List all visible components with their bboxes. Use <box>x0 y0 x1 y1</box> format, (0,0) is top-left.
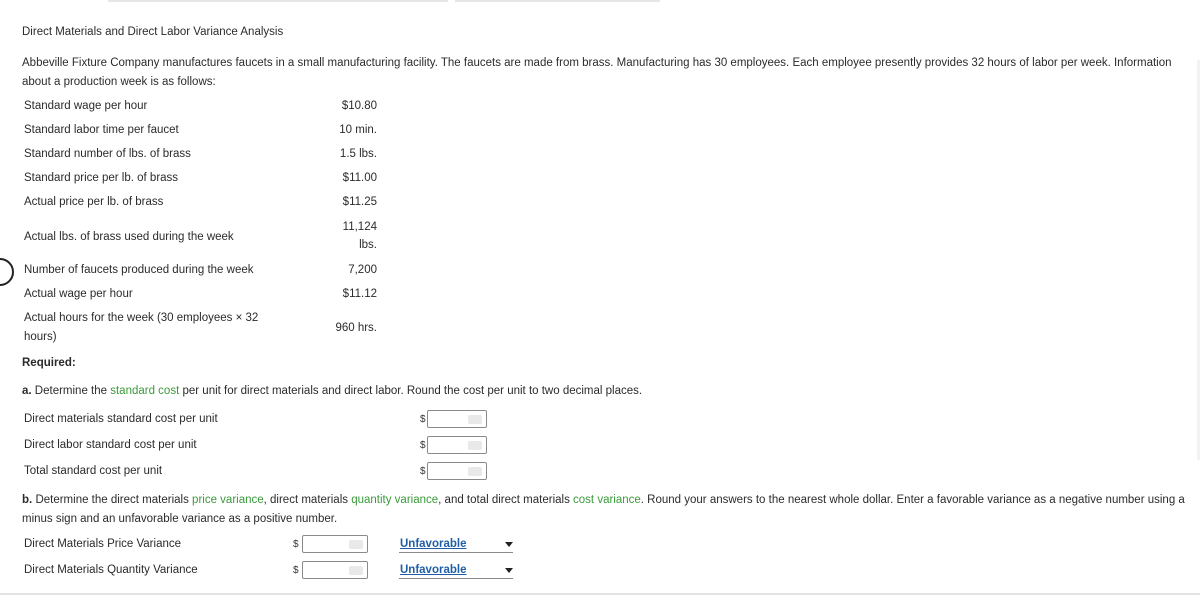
chevron-down-icon <box>505 568 513 573</box>
info-value: 11,124 <box>342 221 377 233</box>
answer-label: Direct Materials Quantity Variance <box>24 564 198 576</box>
currency-symbol: $ <box>420 440 426 451</box>
info-value: 960 hrs. <box>335 322 377 334</box>
answer-label: Total standard cost per unit <box>24 465 163 477</box>
question-a-text: per unit for direct materials and direct labor. Round the cost per unit to two decimal places. <box>182 385 643 397</box>
quantity-variance-link[interactable]: quantity variance <box>351 494 439 506</box>
info-label: Actual hours for the week (30 employees × 32 <box>24 312 259 324</box>
top-tab-strip <box>0 0 1200 4</box>
info-label: Actual lbs. of brass used during the week <box>24 231 234 243</box>
cost-variance-link[interactable]: cost variance <box>573 494 641 506</box>
info-label: Standard wage per hour <box>24 100 148 112</box>
currency-symbol: $ <box>420 414 426 425</box>
dm-standard-cost-input[interactable] <box>427 410 487 428</box>
question-b-text: Determine the direct materials <box>35 494 189 506</box>
info-value: $11.00 <box>342 172 377 184</box>
info-label: Standard price per lb. of brass <box>24 172 179 184</box>
question-a-prefix: a. <box>22 385 32 397</box>
question-b-text: , and total direct materials <box>438 494 570 506</box>
currency-symbol: $ <box>293 565 299 576</box>
intro-paragraph: Abbeville Fixture Company manufactures faucets in a small manufacturing facility. The faucets are made from brass. Manufacturing has 30 employees. Each employee presently provides 32 hours of labor per week. Information about a production week is as follows: <box>22 57 1172 88</box>
info-value: 10 min. <box>339 124 377 136</box>
info-label: Actual price per lb. of brass <box>24 196 164 208</box>
info-label: Standard number of lbs. of brass <box>24 148 191 160</box>
price-variance-input[interactable] <box>302 535 368 553</box>
info-label: Number of faucets produced during the week <box>24 264 254 276</box>
question-b-text: . Round your answers to the nearest whole dollar. Enter a favorable variance as a negative number using a minus sign and an unfavorable variance as a positive number. <box>22 494 1185 525</box>
select-value: Unfavorable <box>400 564 467 576</box>
info-value: 1.5 lbs. <box>339 148 377 160</box>
answer-label: Direct labor standard cost per unit <box>24 439 197 451</box>
required-heading: Required: <box>22 357 76 369</box>
info-value-unit: lbs. <box>359 239 377 251</box>
info-value: $10.80 <box>341 100 377 112</box>
info-value: $11.12 <box>342 288 377 300</box>
price-variance-link[interactable]: price variance <box>192 494 264 506</box>
dl-standard-cost-input[interactable] <box>427 436 487 454</box>
info-value: 7,200 <box>348 264 377 276</box>
question-a-text: Determine the <box>34 385 108 397</box>
answer-label: Direct materials standard cost per unit <box>24 413 218 425</box>
select-value: Unfavorable <box>400 538 467 550</box>
question-b-text: , direct materials <box>263 494 348 506</box>
currency-symbol: $ <box>420 466 426 477</box>
tab-strip-segment <box>455 0 660 2</box>
question-b <box>22 491 1192 529</box>
info-label: Actual wage per hour <box>24 288 133 300</box>
page-title: Direct Materials and Direct Labor Variance Analysis <box>22 26 284 38</box>
quantity-variance-input[interactable] <box>302 561 368 579</box>
chevron-down-icon <box>505 542 513 547</box>
info-value: $11.25 <box>342 196 377 208</box>
price-variance-select[interactable] <box>399 537 513 553</box>
info-label-cont: hours) <box>24 331 57 343</box>
tab-strip-segment <box>108 0 448 2</box>
total-standard-cost-input[interactable] <box>427 462 487 480</box>
info-label: Standard labor time per faucet <box>24 124 179 136</box>
standard-cost-link[interactable]: standard cost <box>110 385 180 397</box>
currency-symbol: $ <box>293 539 299 550</box>
quantity-variance-select[interactable] <box>399 563 513 579</box>
radio-circle[interactable] <box>0 258 14 286</box>
question-a <box>22 385 642 397</box>
question-b-prefix: b. <box>22 494 33 506</box>
answer-label: Direct Materials Price Variance <box>24 538 182 550</box>
